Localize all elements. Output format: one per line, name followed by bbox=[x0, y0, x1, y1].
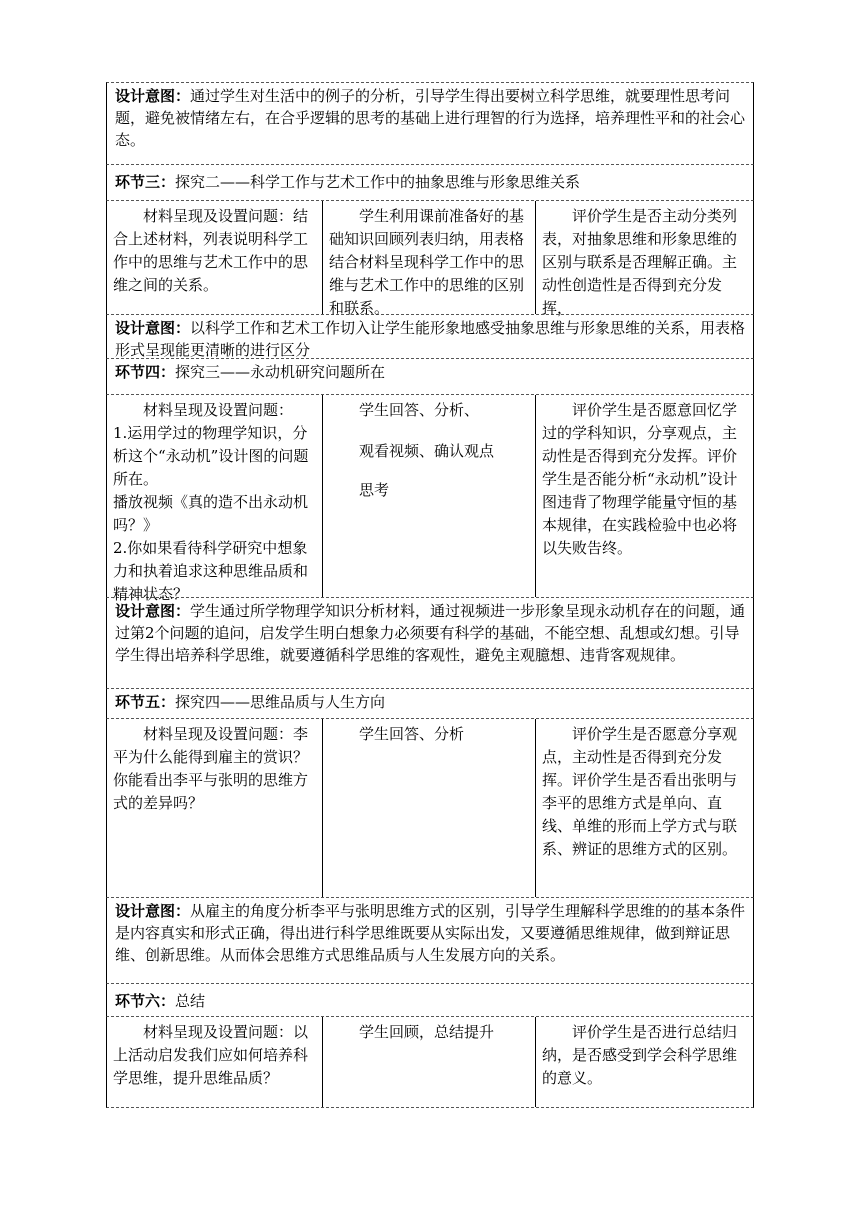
evaluation-cell: 评价学生是否愿意回忆学过的学科知识，分享观点，主动性是否得到充分发挥。评价学生是否能分析“永动机”设计图违背了物理学能量守恒的基本规律，在实践检验中也必将以失败告终。 bbox=[542, 401, 738, 557]
lesson-plan-table bbox=[106, 82, 754, 1108]
evaluation-cell: 评价学生是否进行总结归纳，是否感受到学会科学思维的意义。 bbox=[542, 1023, 738, 1087]
material-question-cell: 材料呈现及设置问题：李平为什么能得到雇主的赏识？你能看出李平与张明的思维方式的差异吗？ bbox=[107, 719, 323, 897]
design-intent-label: 设计意图： bbox=[115, 902, 191, 920]
design-intent-label: 设计意图： bbox=[115, 87, 191, 105]
design-intent-3 bbox=[106, 315, 754, 359]
design-intent-1 bbox=[106, 82, 754, 165]
student-activity-cell: 学生回顾，总结提升 bbox=[323, 1017, 536, 1107]
activity-1: 学生回答、分析、 bbox=[359, 401, 480, 419]
step-title: 探究二——科学工作与艺术工作中的抽象思维与形象思维关系 bbox=[175, 173, 581, 191]
evaluation-cell: 评价学生是否主动分类列表，对抽象思维和形象思维的区别与联系是否理解正确。主动性创造性是否得到充分发挥， bbox=[542, 207, 738, 317]
design-intent-text: 从雇主的角度分析李平与张明思维方式的区别，引导学生理解科学思维的的基本条件是内容真实和形式正确，得出进行科学思维既要从实际出发，又要遵循思维规律，做到辩证思维、创新思维。从而体会思维方式思维品质与人生发展方向的关系。 bbox=[115, 902, 746, 964]
step-5-body bbox=[106, 719, 754, 898]
activity-3: 思考 bbox=[359, 481, 390, 499]
cell-heading: 材料呈现及设置问题： bbox=[143, 401, 294, 419]
design-intent-text: 学生通过所学物理学知识分析材料，通过视频进一步形象呈现永动机存在的问题，通过第2个问题的追问，启发学生明白想象力必须要有科学的基础，不能空想、乱想或幻想。引导学生得出培养科学思维，就要遵循科学思维的客观性，避免主观臆想、违背客观规律。 bbox=[115, 602, 746, 664]
design-intent-4 bbox=[106, 598, 754, 689]
material-question-cell bbox=[107, 395, 323, 603]
student-activity-cell bbox=[323, 395, 536, 597]
step-6-body bbox=[106, 1017, 754, 1108]
design-intent-label: 设计意图： bbox=[115, 319, 191, 337]
step-4-body bbox=[106, 395, 754, 603]
question-1: 1.运用学过的物理学知识，分析这个“永动机”设计图的问题所在。 bbox=[113, 424, 309, 488]
design-intent-5 bbox=[106, 898, 754, 984]
step-3-body bbox=[106, 201, 754, 315]
step-4-header bbox=[106, 359, 754, 395]
step-label: 环节五： bbox=[115, 693, 176, 711]
video-note: 播放视频《真的造不出永动机吗？》 bbox=[113, 493, 309, 534]
student-activity-cell: 学生回答、分析 bbox=[323, 719, 536, 897]
evaluation-cell: 评价学生是否愿意分享观点，主动性是否得到充分发挥。评价学生是否看出张明与李平的思维方式是单向、直线、单维的形而上学方式与联系、辨证的思维方式的区别。 bbox=[542, 725, 738, 858]
step-title: 探究三——永动机研究问题所在 bbox=[175, 363, 386, 381]
step-3-header bbox=[106, 165, 754, 201]
activity-2: 观看视频、确认观点 bbox=[359, 442, 495, 460]
design-intent-text: 以科学工作和艺术工作切入让学生能形象地感受抽象思维与形象思维的关系，用表格形式呈现能更清晰的进行区分 bbox=[115, 319, 746, 359]
step-label: 环节三： bbox=[115, 173, 176, 191]
step-title: 总结 bbox=[175, 992, 206, 1010]
design-intent-text: 通过学生对生活中的例子的分析，引导学生得出要树立科学思维，就要理性思考问题，避免被情绪左右，在合乎逻辑的思考的基础上进行理智的行为选择，培养理性平和的社会心态。 bbox=[115, 87, 746, 149]
design-intent-label: 设计意图： bbox=[115, 602, 191, 620]
step-label: 环节六： bbox=[115, 992, 176, 1010]
step-5-header bbox=[106, 689, 754, 719]
material-question-cell: 材料呈现及设置问题：以上活动启发我们应如何培养科学思维，提升思维品质？ bbox=[107, 1017, 323, 1107]
student-activity-cell: 学生利用课前准备好的基础知识回顾列表归纳，用表格结合材料呈现科学工作中的思维与艺术工作中的思维的区别和联系。 bbox=[323, 201, 536, 314]
step-label: 环节四： bbox=[115, 363, 176, 381]
question-2: 2.你如果看待科学研究中想象力和执着追求这种思维品质和精神状态？ bbox=[113, 539, 309, 603]
material-question-cell: 材料呈现及设置问题：结合上述材料，列表说明科学工作中的思维与艺术工作中的思维之间的关系。 bbox=[107, 201, 323, 314]
step-6-header bbox=[106, 984, 754, 1017]
step-title: 探究四——思维品质与人生方向 bbox=[175, 693, 386, 711]
